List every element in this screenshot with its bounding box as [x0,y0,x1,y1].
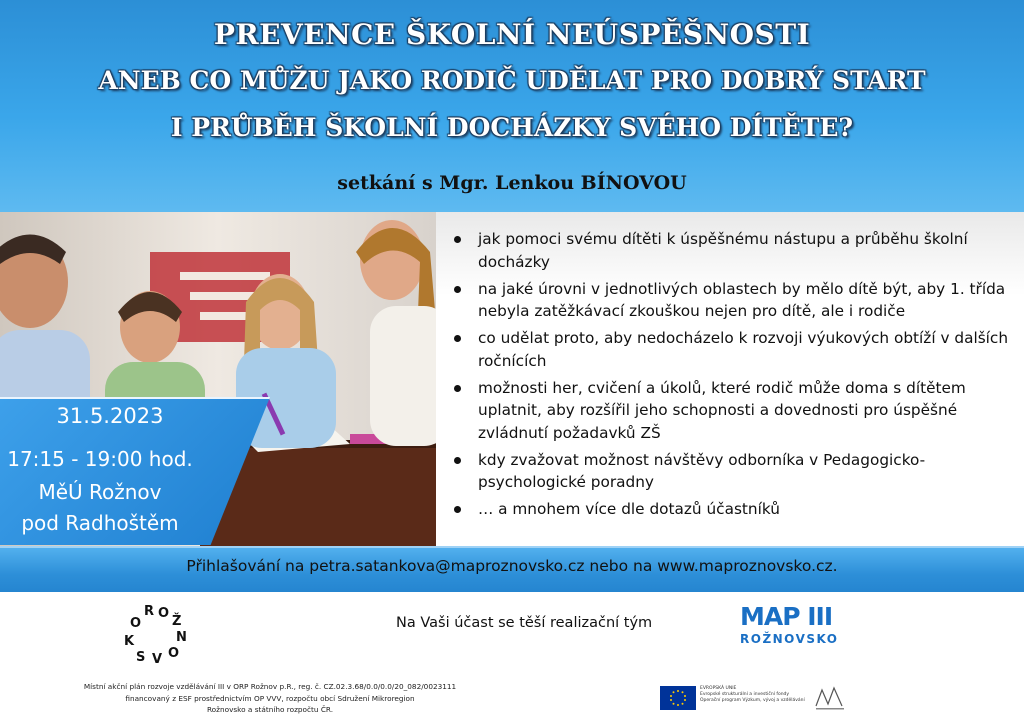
eu-flag-icon [660,686,696,710]
list-item-text: jak pomoci svému dítěti k úspěšnému nástupu a průběhu školní docházky [478,230,968,271]
list-item-text: kdy zvažovat možnost návštěvy odborníka v Pedagogicko-psychologické poradny [478,450,926,491]
footnote-line-2: financovaný z ESF prostřednictvím OP VVV, rozpočtu obcí Sdružení Mikroregion [125,693,415,703]
list-item [452,498,1014,521]
list-item [452,327,1014,372]
logo-letter: O [158,606,170,621]
logo-letter: R [144,604,155,619]
list-item-text: co udělat proto, aby nedocházelo k rozvoji výukových obtíží v dalších ročnících [478,329,1009,370]
list-item-text: … a mnohem více dle dotazů účastníků [478,500,780,518]
ministry-logo [812,684,848,712]
team-text: Na Vaši účast se těší realizační tým [396,615,653,631]
map-logo-text: MAP III [740,602,833,631]
registration-text: Přihlašování na petra.satankova@maproznovsko.cz nebo na www.maproznovsko.cz. [186,557,838,575]
list-item [452,278,1014,323]
speaker-subtitle: setkání s Mgr. Lenkou BÍNOVOU [337,172,687,194]
map-logo-subtext: ROŽNOVSKO [740,632,839,646]
logo-letter: V [152,652,163,667]
event-date: 31.5.2023 [56,404,164,428]
list-item-text: možnosti her, cvičení a úkolů, které rodič může doma s dítětem uplatnit, aby rozšířil jeho schopnosti a dovednosti pro úspěšné zvládnutí požadavků ZŠ [478,378,966,442]
bullet-icon [454,286,461,293]
list-item [452,377,1014,445]
list-item [452,228,1014,273]
event-place-line-1: MěÚ Rožnov [38,480,162,504]
footnote-line-1: Místní akční plán rozvoje vzdělávání III v ORP Rožnov p.R., reg. č. CZ.02.3.68/0.0/0.0/20_082/0023111 [83,682,457,691]
bullet-icon [454,385,461,392]
bullet-icon [454,457,461,464]
eu-program-text [700,686,810,704]
bullet-icon [454,236,461,243]
eu-text-line-2: Evropské strukturální a investiční fondy [700,692,790,697]
logo-letter: Ž [172,614,182,629]
logo-letter: O [168,646,180,661]
eu-text-line-3: Operační program Výzkum, vývoj a vzdělávání [700,698,805,703]
logo-letter: N [176,630,187,645]
logo-letter: S [136,650,146,665]
event-time: 17:15 - 19:00 hod. [7,447,193,471]
list-item [452,449,1014,494]
title-line-3: I PRŮBĚH ŠKOLNÍ DOCHÁZKY SVÉHO DÍTĚTE? [170,113,854,142]
bullet-icon [454,506,461,513]
topics-list [452,228,1014,525]
logo-letter: K [124,634,135,649]
logo-letter: O [130,616,142,631]
roznovsko-logo [118,604,194,668]
bullet-icon [454,335,461,342]
funding-footnote [40,681,500,716]
footnote-line-3: Rožnovsko a státního rozpočtu ČR. [206,705,334,714]
title-line-2: ANEB CO MŮŽU JAKO RODIČ UDĚLAT PRO DOBRÝ START [98,66,926,95]
map-roznovsko-logo [740,604,860,648]
event-place-line-2: pod Radhoštěm [21,511,179,535]
list-item-text: na jaké úrovni v jednotlivých oblastech by mělo dítě být, aby 1. třída nebyla zatěžkávací zkouškou nejen pro dítě, ale i rodiče [478,279,1006,320]
title-line-1: PREVENCE ŠKOLNÍ NEÚSPĚŠNOSTI [213,18,811,51]
eu-text-line-1: EVROPSKÁ UNIE [700,686,737,691]
